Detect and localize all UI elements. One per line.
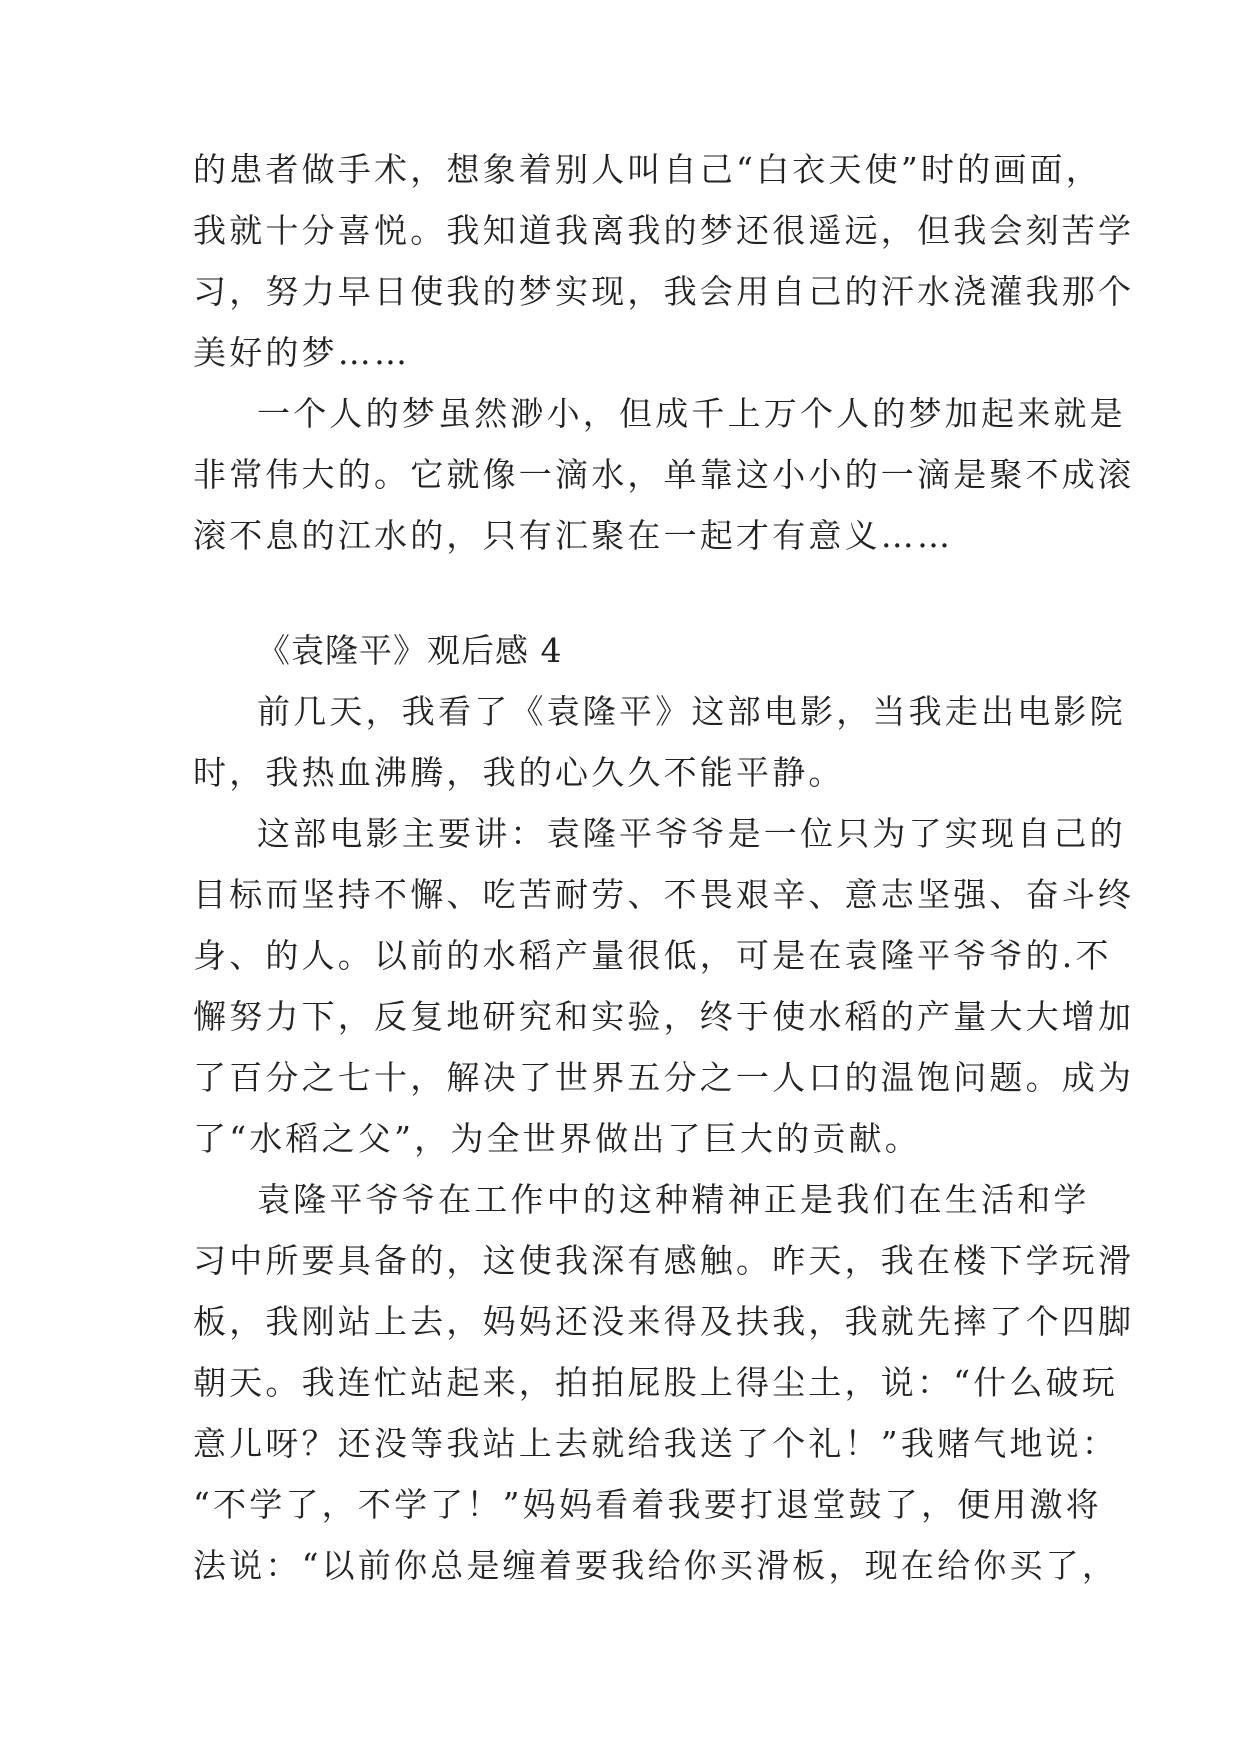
paragraph-line: 前几天，我看了《袁隆平》这部电影，当我走出电影院 [257, 692, 1126, 731]
paragraph-line: 这部电影主要讲：袁隆平爷爷是一位只为了实现自己的 [257, 814, 1126, 853]
paragraph-line: 意儿呀？还没等我站上去就给我送了个礼！”我赌气地说： [193, 1424, 1119, 1463]
paragraph-line: 法说：“以前你总是缠着要我给你买滑板，现在给你买了， [193, 1546, 1119, 1585]
paragraph-line: 朝天。我连忙站起来，拍拍屁股上得尘土，说：“什么破玩 [193, 1363, 1119, 1402]
paragraph-line: 美好的梦…… [193, 333, 411, 372]
paragraph-line: 一个人的梦虽然渺小，但成千上万个人的梦加起来就是 [257, 394, 1126, 433]
paragraph-line: 了百分之七十，解决了世界五分之一人口的温饱问题。成为 [193, 1058, 1135, 1097]
paragraph-line: 身、的人。以前的水稻产量很低，可是在袁隆平爷爷的.不 [193, 936, 1112, 975]
paragraph-line: 非常伟大的。它就像一滴水，单靠这小小的一滴是聚不成滚 [193, 455, 1135, 494]
paragraph-line: 习中所要具备的，这使我深有感触。昨天，我在楼下学玩滑 [193, 1241, 1135, 1280]
paragraph-line: 懈努力下，反复地研究和实验，终于使水稻的产量大大增加 [193, 997, 1135, 1036]
paragraph-line: 袁隆平爷爷在工作中的这种精神正是我们在生活和学 [257, 1180, 1090, 1219]
paragraph-line: 了“水稻之父”，为全世界做出了巨大的贡献。 [193, 1119, 921, 1158]
paragraph-line: 时，我热血沸腾，我的心久久不能平静。 [193, 753, 845, 792]
paragraph-line: 板，我刚站上去，妈妈还没来得及扶我，我就先摔了个四脚 [193, 1302, 1135, 1341]
paragraph-line: 滚不息的江水的，只有汇聚在一起才有意义…… [193, 516, 954, 555]
paragraph-line: 我就十分喜悦。我知道我离我的梦还很遥远，但我会刻苦学 [193, 211, 1135, 250]
paragraph-line: “不学了，不学了！”妈妈看着我要打退堂鼓了，便用激将 [193, 1485, 1102, 1524]
paragraph-line: 目标而坚持不懈、吃苦耐劳、不畏艰辛、意志坚强、奋斗终 [193, 875, 1135, 914]
section-title: 《袁隆平》观后感 4 [257, 631, 563, 670]
paragraph-line: 的患者做手术，想象着别人叫自己“白衣天使”时的画面， [193, 150, 1102, 189]
paragraph-line: 习，努力早日使我的梦实现，我会用自己的汗水浇灌我那个 [193, 272, 1135, 311]
